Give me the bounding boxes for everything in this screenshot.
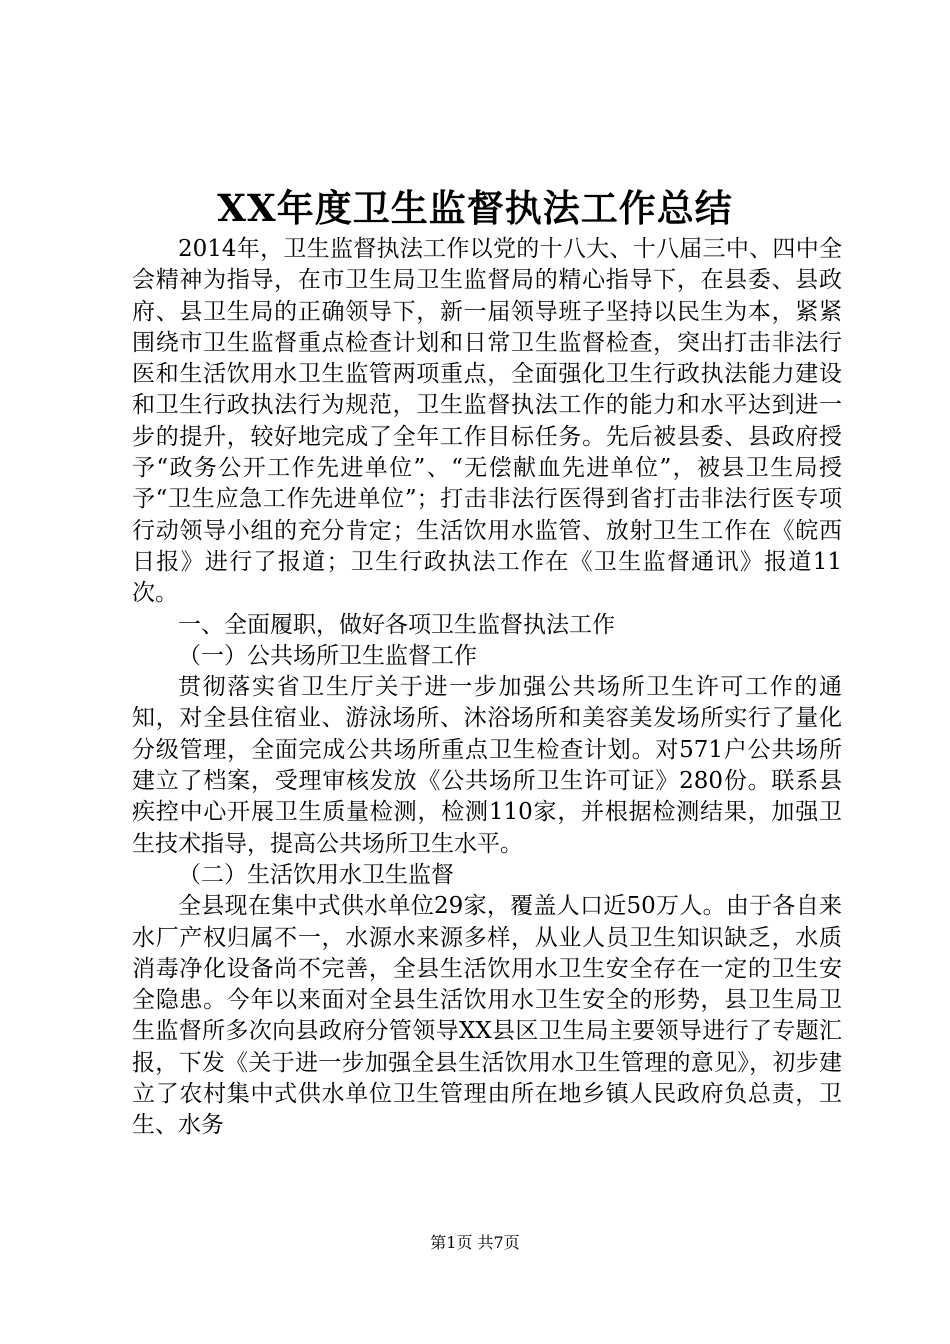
page-number-footer: 第1页 共7页 (430, 1233, 520, 1252)
subsection-heading-drinking-water: （二）生活饮用水卫生监督 (178, 861, 454, 888)
subsection-heading-public-places: （一）公共场所卫生监督工作 (178, 642, 477, 669)
paragraph-drinking-water: 全县现在集中式供水单位29家，覆盖人口近50万人。由于各自来水厂产权归属不一，水源水来源多样，从业人员卫生知识缺乏，水质消毒净化设备尚不完善，全县生活饮用水卫生安全存在一定的卫生安全隐患。今年以来面对全县生活饮用水卫生安全的形势，县卫生局卫生监督所多次向县政府分管领导XX县区卫生局主要领导进行了专题汇报，下发《关于进一步加强全县生活饮用水卫生管理的意见》，初步建立了农村集中式供水单位卫生管理由所在地乡镇人民政府负总责，卫生、水务 (132, 893, 842, 1139)
section-heading-1: 一、全面履职，做好各项卫生监督执法工作 (178, 611, 615, 638)
document-title: XX年度卫生监督执法工作总结 (217, 186, 733, 230)
document-body (132, 234, 842, 1142)
paragraph-intro: 2014年，卫生监督执法工作以党的十八大、十八届三中、四中全会精神为指导，在市卫生局卫生监督局的精心指导下，在县委、县政府、县卫生局的正确领导下，新一届领导班子坚持以民生为本，紧紧围绕市卫生监督重点检查计划和日常卫生监督检查，突出打击非法行医和生活饮用水卫生监管两项重点，全面强化卫生行政执法能力建设和卫生行政执法行为规范，卫生监督执法工作的能力和水平达到进一步的提升，较好地完成了全年工作目标任务。先后被县委、县政府授予“政务公开工作先进单位”、“无偿献血先进单位”，被县卫生局授予“卫生应急工作先进单位”；打击非法行医得到省打击非法行医专项行动领导小组的充分肯定；生活饮用水监管、放射卫生工作在《皖西日报》进行了报道；卫生行政执法工作在《卫生监督通讯》报道11次。 (132, 236, 842, 607)
paragraph-public-places: 贯彻落实省卫生厅关于进一步加强公共场所卫生许可工作的通知，对全县住宿业、游泳场所、沐浴场所和美容美发场所实行了量化分级管理，全面完成公共场所重点卫生检查计划。对571户公共场所建立了档案，受理审核发放《公共场所卫生许可证》280份。联系县疾控中心开展卫生质量检测，检测110家，并根据检测结果，加强卫生技术指导，提高公共场所卫生水平。 (132, 674, 842, 857)
